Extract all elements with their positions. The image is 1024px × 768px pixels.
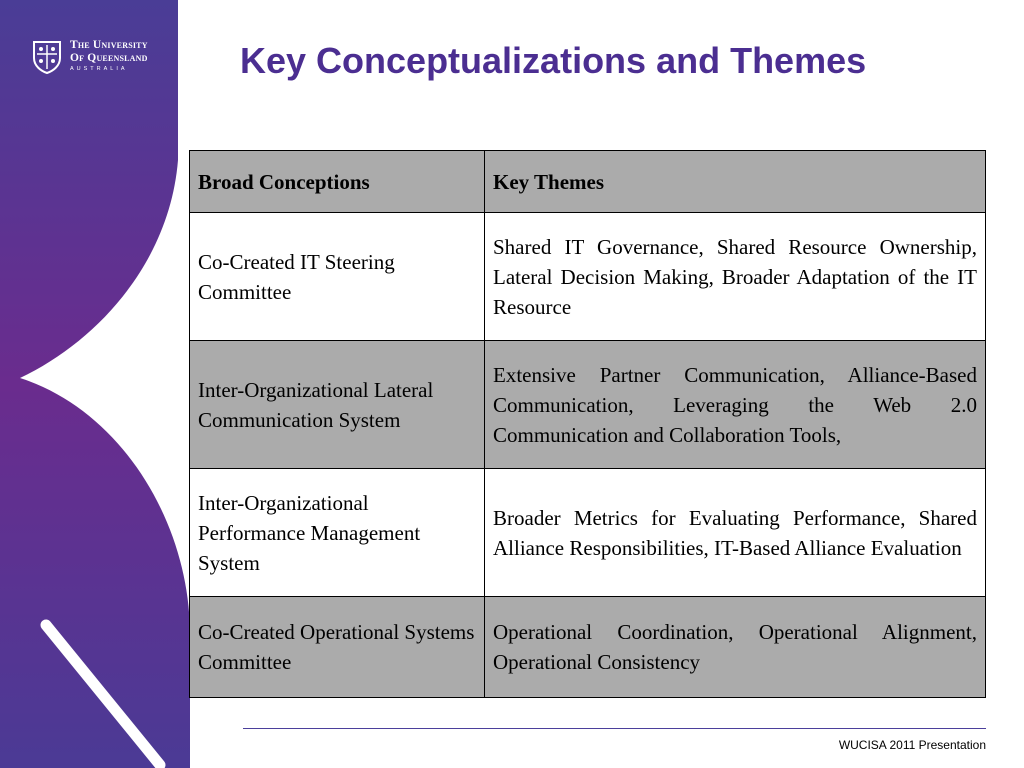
- logo-line-1: The University: [70, 39, 148, 51]
- footer-divider: [243, 728, 986, 729]
- table-header-row: [190, 151, 986, 213]
- university-crest-icon: [32, 40, 62, 74]
- university-logo[interactable]: [32, 40, 148, 74]
- conception-cell: Co-Created IT Steering Committee: [190, 213, 485, 341]
- table-row: [190, 213, 986, 341]
- conception-cell: Inter-Organizational Lateral Communication System: [190, 341, 485, 469]
- table-row: [190, 597, 986, 698]
- conception-cell: Inter-Organizational Performance Management System: [190, 469, 485, 597]
- logo-wordmark: [70, 40, 148, 73]
- themes-cell: Operational Coordination, Operational Alignment, Operational Consistency: [485, 597, 986, 698]
- logo-line-3: AUSTRALIA: [70, 66, 128, 72]
- themes-cell: Extensive Partner Communication, Alliance-Based Communication, Leveraging the Web 2.0 Communication and Collaboration Tools,: [485, 341, 986, 469]
- table-row: [190, 469, 986, 597]
- header-key-themes: Key Themes: [485, 151, 986, 213]
- conception-cell: Co-Created Operational Systems Committee: [190, 597, 485, 698]
- sidebar-shape: [0, 0, 190, 768]
- logo-line-2: Of Queensland: [70, 51, 148, 64]
- footer-text: WUCISA 2011 Presentation: [838, 738, 986, 752]
- themes-cell: Shared IT Governance, Shared Resource Ownership, Lateral Decision Making, Broader Adaptation of the IT Resource: [485, 213, 986, 341]
- themes-cell: Broader Metrics for Evaluating Performance, Shared Alliance Responsibilities, IT-Based Alliance Evaluation: [485, 469, 986, 597]
- slide-title: Key Conceptualizations and Themes: [240, 40, 867, 81]
- table-row: [190, 341, 986, 469]
- header-broad-conceptions: Broad Conceptions: [190, 151, 485, 213]
- themes-table: [189, 150, 986, 698]
